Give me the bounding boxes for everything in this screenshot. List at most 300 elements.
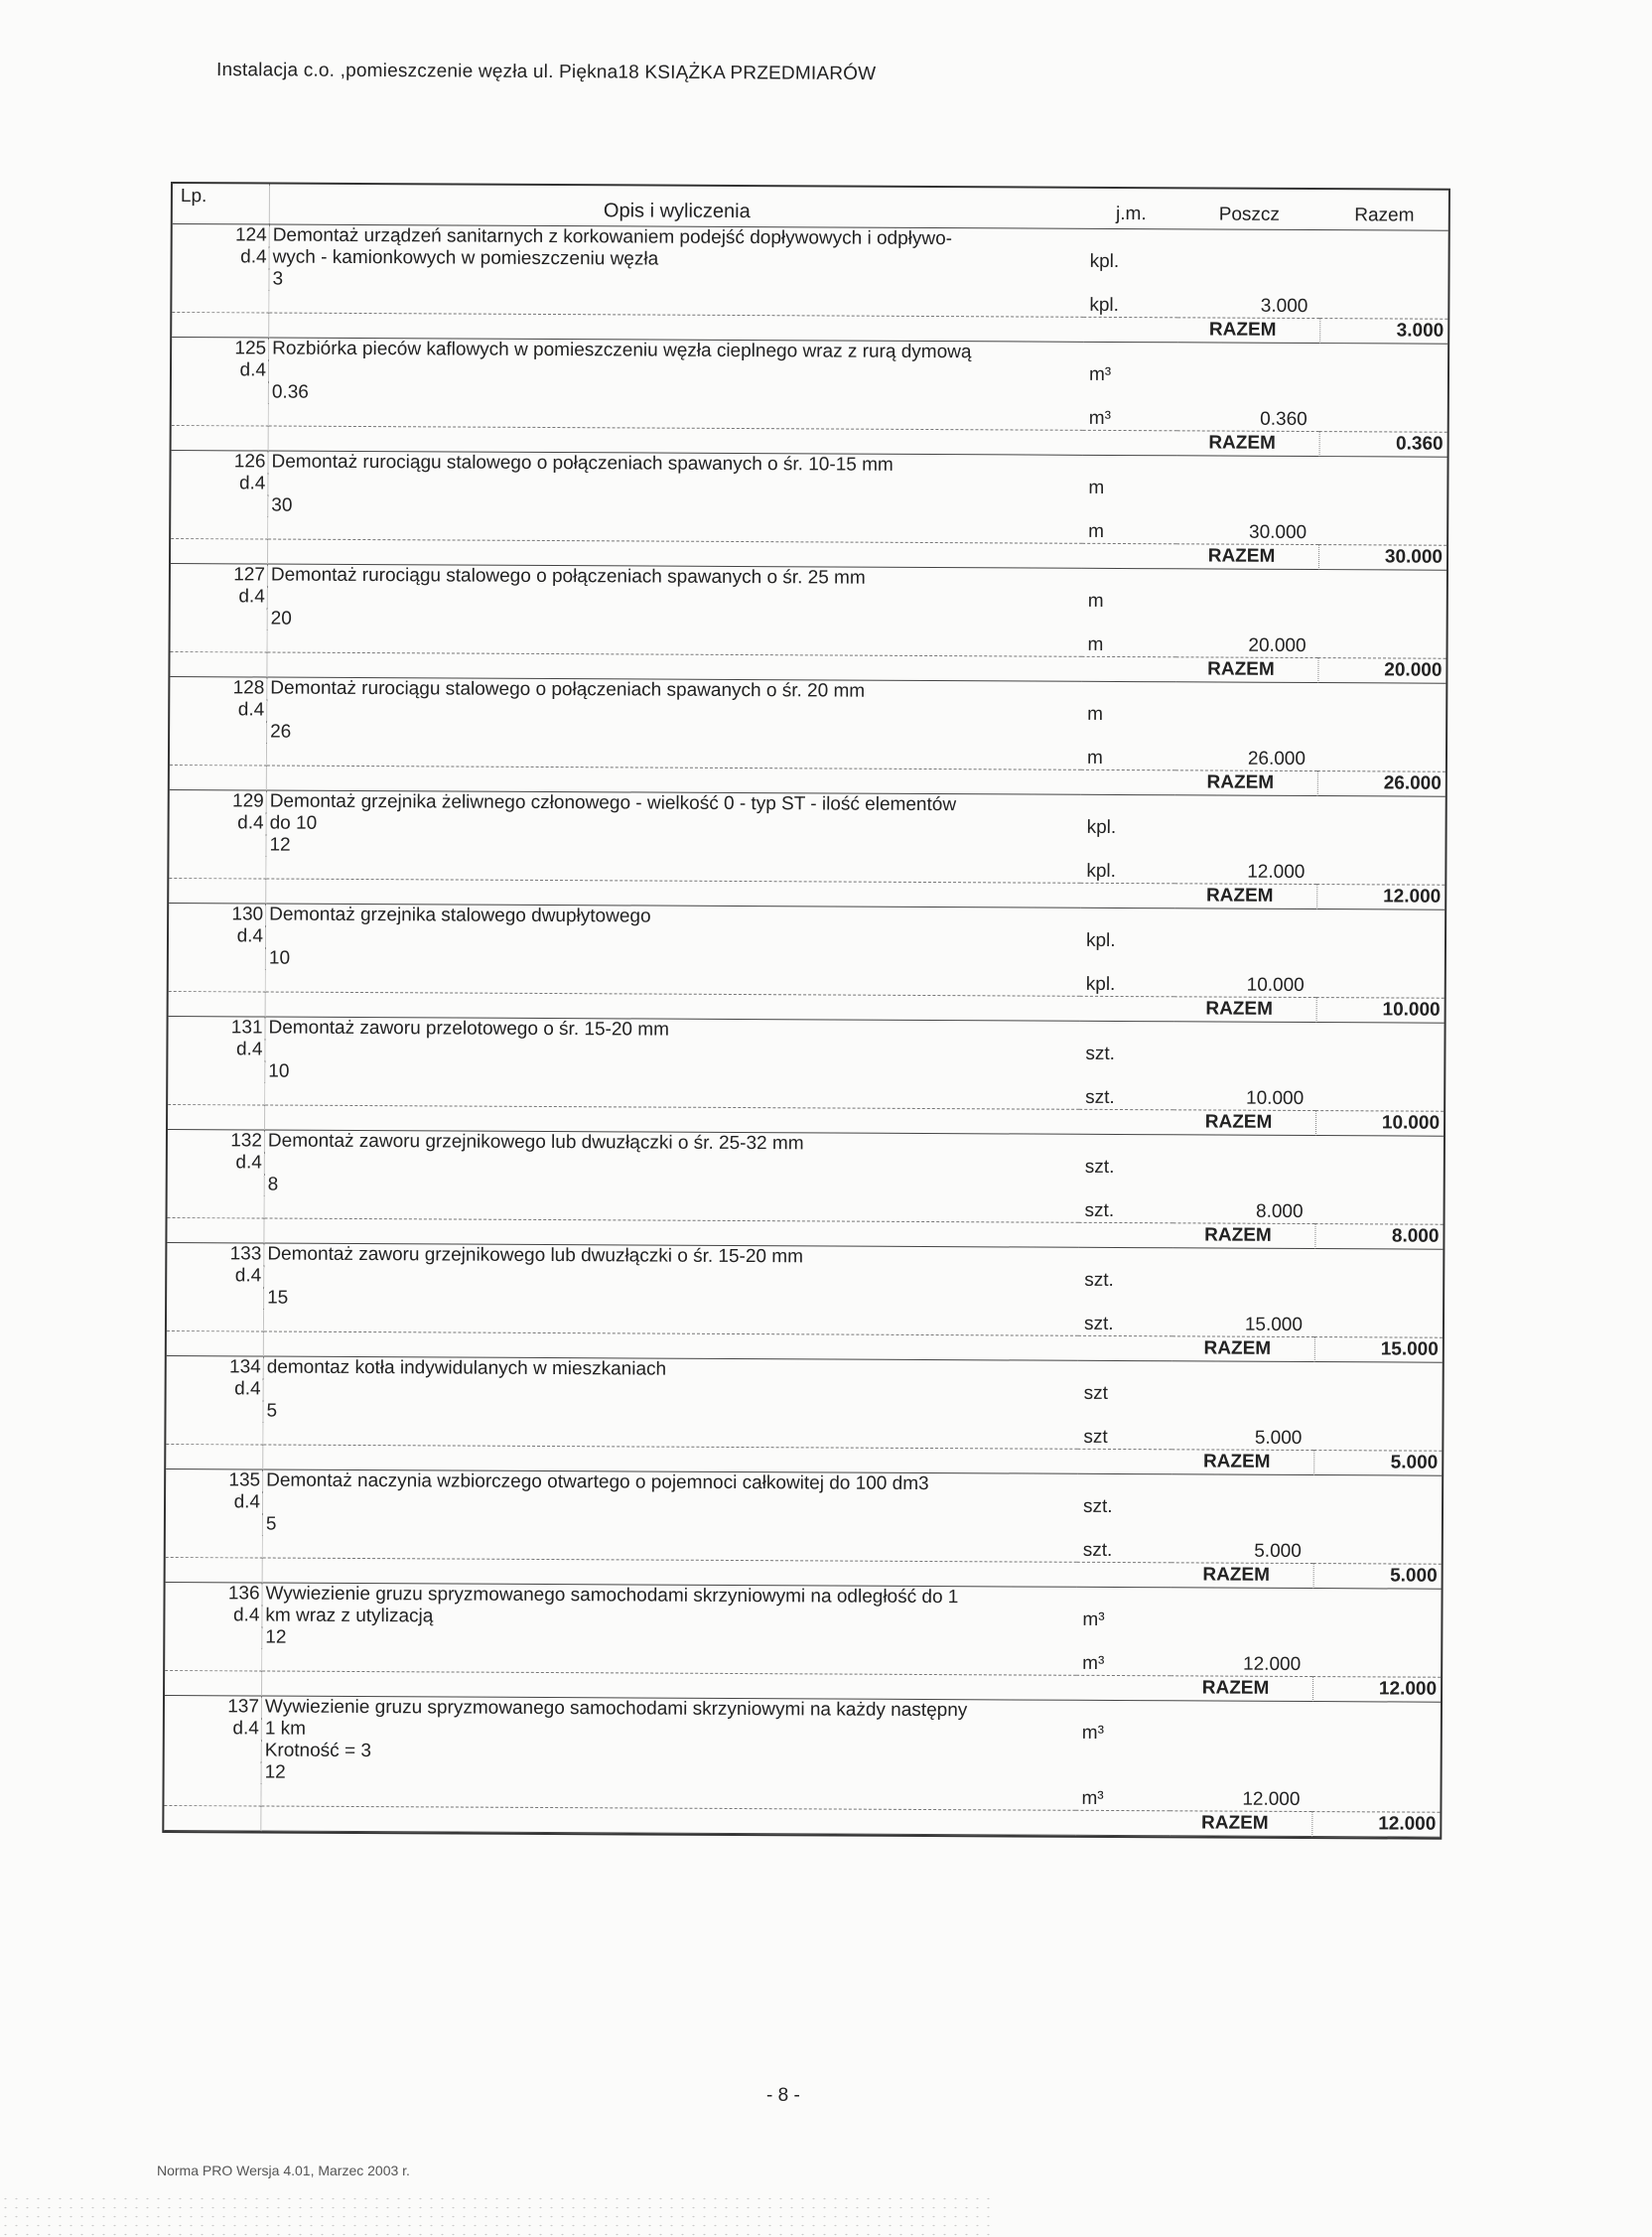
cell xyxy=(168,1195,265,1219)
item-code: d.4 xyxy=(172,359,269,382)
item-description: Demontaż zaworu grzejnikowego lub dwuzłączki o śr. 15-20 mm xyxy=(267,1243,804,1268)
table-row xyxy=(169,904,1445,999)
item-razem: 0.360 xyxy=(1319,432,1447,458)
table-row xyxy=(166,1469,1442,1565)
cell xyxy=(171,629,268,653)
item-code: d.4 xyxy=(168,1152,265,1175)
cell xyxy=(1170,1745,1312,1767)
item-unit: szt. xyxy=(1084,1269,1114,1291)
cell xyxy=(1318,500,1446,523)
cell xyxy=(1173,1179,1315,1201)
item-description: Demontaż grzejnika żeliwnego członowego - wielkość 0 - typ ST - ilość elementów xyxy=(269,790,957,816)
razem-label: RAZEM xyxy=(1175,657,1317,683)
item-razem: 8.000 xyxy=(1314,1224,1443,1250)
table-row xyxy=(168,1017,1444,1112)
cell xyxy=(1173,1135,1315,1158)
cell xyxy=(1170,1723,1312,1746)
cell xyxy=(1174,839,1316,862)
cell xyxy=(1079,1135,1173,1157)
cell xyxy=(1080,884,1174,909)
item-description: Wywiezienie gruzu spryzmowanego samochodami skrzyniowymi na każdy następny xyxy=(264,1696,968,1722)
cell xyxy=(1319,344,1447,366)
item-calculation: 12 xyxy=(264,1761,286,1783)
cell xyxy=(1081,657,1175,682)
page-number: - 8 - xyxy=(766,2085,800,2106)
item-number: 133 xyxy=(167,1243,264,1266)
item-poszcz: 5.000 xyxy=(1171,1427,1313,1451)
cell xyxy=(1174,930,1316,953)
result-unit: m³ xyxy=(1075,1788,1170,1811)
item-poszcz: 5.000 xyxy=(1171,1540,1313,1564)
item-calculation: 30 xyxy=(271,494,293,516)
razem-row xyxy=(164,1806,1440,1838)
cell xyxy=(1318,635,1446,659)
item-code: d.4 xyxy=(165,1605,262,1627)
item-description: Demontaż rurociągu stalowego o połączeniach spawanych o śr. 20 mm xyxy=(270,677,866,702)
cell xyxy=(1176,591,1318,614)
result-unit: m³ xyxy=(1076,1653,1170,1676)
cell xyxy=(1312,1767,1441,1790)
item-poszcz: 8.000 xyxy=(1173,1200,1315,1224)
cell xyxy=(167,1287,264,1310)
cell xyxy=(1174,909,1316,931)
cell xyxy=(1316,862,1445,886)
cell xyxy=(1316,975,1445,999)
item-unit: m³ xyxy=(1082,1608,1105,1630)
cell xyxy=(166,1400,263,1423)
item-unit: m xyxy=(1087,703,1104,725)
item-razem: 3.000 xyxy=(1319,319,1447,345)
footer-software: Norma PRO Wersja 4.01, Marzec 2003 r. xyxy=(157,2163,410,2178)
cell xyxy=(1312,1632,1441,1655)
table-row xyxy=(172,224,1447,320)
cell xyxy=(1314,1293,1443,1316)
cell xyxy=(169,856,266,880)
cell xyxy=(167,1331,264,1357)
cell xyxy=(1079,1110,1173,1135)
cell xyxy=(1076,1745,1170,1766)
cell xyxy=(1083,343,1177,364)
cell xyxy=(172,268,269,291)
cell xyxy=(1313,1541,1442,1565)
cell xyxy=(1083,386,1177,408)
cell xyxy=(1178,251,1320,274)
cell xyxy=(1312,1589,1441,1611)
item-code: d.4 xyxy=(173,246,270,269)
item-poszcz: 0.360 xyxy=(1177,408,1319,432)
cell xyxy=(1316,840,1445,863)
cell xyxy=(1314,1271,1443,1294)
cell xyxy=(1319,387,1447,410)
cell xyxy=(1079,1022,1173,1044)
cell xyxy=(171,494,268,517)
cell xyxy=(1313,1519,1442,1542)
cell xyxy=(1313,1406,1442,1429)
item-unit: m³ xyxy=(1088,363,1112,385)
cell xyxy=(1170,1701,1312,1724)
scan-noise xyxy=(0,2194,993,2237)
table-row xyxy=(167,1243,1443,1338)
result-unit: szt. xyxy=(1079,1200,1173,1223)
cell xyxy=(1316,909,1445,932)
cell xyxy=(1317,727,1446,750)
cell xyxy=(172,381,269,404)
item-unit: szt xyxy=(1083,1382,1108,1404)
cell xyxy=(1171,1518,1313,1541)
item-razem: 12.000 xyxy=(1311,1812,1440,1838)
cell xyxy=(1170,1631,1312,1654)
cell xyxy=(1082,499,1176,521)
razem-label: RAZEM xyxy=(1174,997,1316,1023)
cell xyxy=(1078,1248,1172,1270)
cell xyxy=(1081,726,1175,748)
cell xyxy=(1319,274,1447,297)
cell xyxy=(165,1740,262,1762)
cell xyxy=(1080,839,1174,861)
cell xyxy=(1315,1088,1444,1112)
item-unit: szt. xyxy=(1082,1495,1113,1517)
item-description: Demontaż grzejnika stalowego dwupłytowego xyxy=(269,904,651,927)
item-unit: szt. xyxy=(1085,1043,1116,1064)
cell xyxy=(1312,1724,1441,1747)
table-row xyxy=(171,564,1446,659)
cell xyxy=(1315,1023,1444,1046)
cell xyxy=(1171,1496,1313,1519)
cell xyxy=(170,766,267,791)
item-unit: kpl. xyxy=(1086,816,1117,838)
item-code: d.4 xyxy=(167,1265,264,1288)
cell xyxy=(1175,817,1317,840)
item-razem: 12.000 xyxy=(1316,885,1445,910)
razem-label: RAZEM xyxy=(1172,1336,1314,1362)
item-number: 136 xyxy=(165,1583,262,1606)
table-row xyxy=(165,1583,1441,1678)
result-unit: szt. xyxy=(1077,1540,1171,1563)
cell xyxy=(1178,229,1320,252)
item-poszcz: 15.000 xyxy=(1172,1314,1314,1337)
item-unit: m xyxy=(1088,477,1105,498)
result-unit: szt xyxy=(1077,1427,1171,1450)
cell xyxy=(167,1309,264,1332)
cell xyxy=(1175,704,1317,727)
item-razem: 5.000 xyxy=(1313,1451,1442,1476)
cell xyxy=(1173,1065,1315,1088)
item-razem: 30.000 xyxy=(1318,545,1446,571)
cell xyxy=(170,743,267,767)
cell xyxy=(1177,343,1319,365)
cell xyxy=(165,1671,262,1697)
item-calculation: 3 xyxy=(272,268,284,290)
table-row xyxy=(166,1356,1442,1452)
cell xyxy=(169,947,266,970)
cell xyxy=(1082,456,1176,478)
cell xyxy=(1076,1676,1170,1701)
cell xyxy=(1083,273,1177,295)
cell xyxy=(1081,770,1175,795)
item-description: km wraz z utylizacją xyxy=(265,1605,434,1627)
cell xyxy=(168,1082,265,1106)
item-number: 128 xyxy=(170,677,267,700)
cell xyxy=(172,403,269,427)
cell xyxy=(170,721,267,744)
item-unit: m xyxy=(1087,590,1104,612)
col-poszcz: Poszcz xyxy=(1218,204,1281,225)
cell xyxy=(169,834,266,857)
cell xyxy=(1313,1428,1442,1452)
cell xyxy=(1077,1518,1171,1540)
cell xyxy=(168,1174,265,1196)
cell xyxy=(1078,1292,1172,1314)
cell xyxy=(1083,431,1177,456)
item-description: do 10 xyxy=(269,812,318,834)
item-number: 131 xyxy=(168,1017,265,1040)
cell xyxy=(1318,614,1446,636)
item-description: Demontaż naczynia wzbiorczego otwartego o pojemnoci całkowitej do 100 dm3 xyxy=(266,1469,929,1495)
result-unit: kpl. xyxy=(1080,974,1174,997)
item-number: 126 xyxy=(171,451,268,474)
cell xyxy=(166,1445,263,1470)
cell xyxy=(1177,273,1319,296)
cell xyxy=(1318,479,1446,501)
cell xyxy=(1317,683,1446,706)
cell xyxy=(166,1513,263,1536)
cell xyxy=(1316,931,1445,954)
item-description: Wywiezienie gruzu spryzmowanego samochodami skrzyniowymi na odległość do 1 xyxy=(265,1583,959,1608)
cell xyxy=(1171,1405,1313,1428)
cell xyxy=(1320,230,1448,253)
item-calculation: Krotność = 3 xyxy=(264,1740,371,1762)
cell xyxy=(1173,1022,1315,1045)
item-number: 124 xyxy=(173,224,270,247)
cell xyxy=(164,1806,261,1832)
cell xyxy=(1318,457,1446,480)
cell xyxy=(1314,1362,1443,1385)
item-poszcz: 30.000 xyxy=(1176,521,1318,545)
item-description: 1 km xyxy=(264,1718,307,1740)
cell xyxy=(1317,796,1446,819)
cell xyxy=(1176,569,1318,592)
item-description: demontaz kotła indywidulanych w mieszkaniach xyxy=(266,1356,667,1380)
result-unit: szt. xyxy=(1079,1087,1173,1110)
cell xyxy=(167,1218,264,1244)
cell xyxy=(1172,1292,1314,1315)
cell xyxy=(1315,1066,1444,1089)
item-unit: szt. xyxy=(1084,1156,1115,1178)
item-poszcz: 3.000 xyxy=(1177,295,1319,319)
cell xyxy=(1076,1701,1170,1723)
table-row xyxy=(164,1696,1441,1813)
cell xyxy=(1314,1249,1443,1272)
item-unit: kpl. xyxy=(1085,929,1116,951)
cell xyxy=(1082,569,1176,591)
cell xyxy=(172,290,269,314)
cell xyxy=(1077,1405,1171,1427)
cell xyxy=(261,1807,1075,1836)
cell xyxy=(166,1422,263,1446)
item-poszcz: 20.000 xyxy=(1176,634,1318,658)
item-razem: 20.000 xyxy=(1317,658,1446,684)
bill-of-quantities-table xyxy=(162,182,1450,1840)
cell xyxy=(1080,997,1174,1022)
cell xyxy=(1319,296,1447,320)
cell xyxy=(1320,252,1448,275)
item-number: 134 xyxy=(167,1356,264,1379)
item-calculation: 5 xyxy=(266,1400,278,1422)
item-description: Demontaż urządzeń sanitarnych z korkowaniem podejść dopływowych i odpływo- xyxy=(272,224,953,250)
cell xyxy=(170,652,267,678)
cell xyxy=(169,879,266,905)
item-number: 135 xyxy=(166,1469,263,1492)
item-calculation: 20 xyxy=(270,608,292,629)
cell xyxy=(1171,1474,1313,1497)
cell xyxy=(1313,1475,1442,1498)
table-row xyxy=(171,451,1446,546)
item-number: 125 xyxy=(172,338,269,360)
cell xyxy=(1319,409,1447,433)
cell xyxy=(172,313,269,339)
result-unit: szt. xyxy=(1078,1314,1172,1336)
cell xyxy=(1170,1609,1312,1632)
cell xyxy=(169,969,266,993)
item-poszcz: 12.000 xyxy=(1174,861,1316,885)
cell xyxy=(168,1105,265,1131)
cell xyxy=(1172,1361,1314,1384)
item-code: d.4 xyxy=(171,586,268,609)
cell xyxy=(1076,1766,1170,1788)
item-description: Demontaż zaworu przelotowego o śr. 15-20 mm xyxy=(268,1017,670,1041)
cell xyxy=(1315,1045,1444,1067)
result-unit: m xyxy=(1082,634,1176,657)
cell xyxy=(165,1648,262,1672)
cell xyxy=(1313,1497,1442,1520)
table-row xyxy=(168,1130,1444,1225)
item-number: 129 xyxy=(170,790,267,813)
cell xyxy=(1315,1158,1444,1181)
item-description: Demontaż rurociągu stalowego o połączeniach spawanych o śr. 25 mm xyxy=(270,564,866,589)
cell xyxy=(1076,1588,1170,1609)
item-razem: 10.000 xyxy=(1316,998,1445,1024)
item-poszcz: 12.000 xyxy=(1170,1653,1312,1677)
razem-label: RAZEM xyxy=(1176,544,1318,570)
cell xyxy=(1172,1270,1314,1293)
cell xyxy=(1083,318,1177,343)
item-poszcz: 26.000 xyxy=(1175,748,1317,771)
cell xyxy=(1080,952,1174,974)
cell xyxy=(1317,749,1446,772)
result-unit: m³ xyxy=(1083,408,1177,431)
cell xyxy=(1317,705,1446,728)
item-calculation: 12 xyxy=(265,1626,287,1648)
cell xyxy=(1318,570,1446,593)
razem-label: RAZEM xyxy=(1174,884,1316,909)
item-calculation: 12 xyxy=(269,834,291,856)
cell xyxy=(1082,544,1176,569)
item-poszcz: 10.000 xyxy=(1173,1087,1315,1111)
cell xyxy=(1176,499,1318,522)
razem-label: RAZEM xyxy=(1172,1223,1314,1249)
item-code: d.4 xyxy=(171,473,268,495)
item-unit: kpl. xyxy=(1089,250,1120,273)
cell xyxy=(1173,1044,1315,1066)
item-razem: 12.000 xyxy=(1312,1677,1441,1703)
cell xyxy=(1317,818,1446,841)
cell xyxy=(1081,795,1175,817)
item-razem: 26.000 xyxy=(1317,771,1446,797)
item-code: d.4 xyxy=(170,812,267,835)
cell xyxy=(1174,952,1316,975)
cell xyxy=(168,1060,265,1083)
item-razem: 10.000 xyxy=(1315,1111,1444,1137)
cell xyxy=(166,1558,263,1584)
item-code: d.4 xyxy=(167,1378,264,1401)
item-code: d.4 xyxy=(166,1491,263,1514)
table-row xyxy=(170,677,1446,772)
cell xyxy=(1077,1563,1171,1588)
item-calculation: 10 xyxy=(268,947,291,969)
cell xyxy=(1315,1136,1444,1159)
cell xyxy=(1175,795,1317,818)
razem-label: RAZEM xyxy=(1173,1110,1315,1136)
item-calculation: 5 xyxy=(265,1513,277,1535)
cell xyxy=(165,1761,262,1784)
cell xyxy=(1075,1811,1170,1836)
cell xyxy=(1173,1157,1315,1180)
cell xyxy=(1172,1383,1314,1406)
cell xyxy=(169,992,266,1018)
cell xyxy=(1076,1631,1170,1653)
result-unit: m xyxy=(1082,521,1176,544)
cell xyxy=(1079,1065,1173,1087)
cell xyxy=(1079,1179,1173,1200)
cell xyxy=(1172,1248,1314,1271)
item-number: 137 xyxy=(165,1696,262,1719)
cell xyxy=(1315,1180,1444,1202)
razem-label: RAZEM xyxy=(1175,770,1317,796)
col-opis: Opis i wyliczenia xyxy=(603,200,751,223)
item-razem: 5.000 xyxy=(1313,1564,1442,1590)
col-lp: Lp. xyxy=(173,184,270,224)
cell xyxy=(1077,1474,1171,1496)
item-calculation: 26 xyxy=(270,721,292,743)
cell xyxy=(1318,592,1446,615)
item-code: d.4 xyxy=(168,1039,265,1061)
razem-label: RAZEM xyxy=(1177,431,1319,457)
item-description: Rozbiórka pieców kaflowych w pomieszczeniu węzła cieplnego wraz z rurą dymową xyxy=(272,338,972,363)
item-calculation: 0.36 xyxy=(271,381,309,403)
cell xyxy=(1176,456,1318,479)
cell xyxy=(1175,682,1317,705)
cell xyxy=(1316,953,1445,976)
cell xyxy=(1318,522,1446,546)
cell xyxy=(1078,1336,1172,1361)
cell xyxy=(165,1626,262,1649)
cell xyxy=(171,539,268,565)
item-description: wych - kamionkowych w pomieszczeniu węzła xyxy=(272,246,659,270)
cell xyxy=(164,1783,261,1807)
item-unit: m³ xyxy=(1081,1722,1105,1744)
item-code: d.4 xyxy=(170,699,267,722)
cell xyxy=(1081,682,1175,704)
document-header: Instalacja c.o. ,pomieszczenie węzła ul. Piękna18 KSIĄŻKA PRZEDMIARÓW xyxy=(215,60,877,85)
cell xyxy=(1177,364,1319,387)
razem-label: RAZEM xyxy=(1171,1563,1313,1589)
item-razem: 15.000 xyxy=(1314,1337,1443,1363)
item-code: d.4 xyxy=(169,925,266,948)
cell xyxy=(1314,1384,1443,1407)
cell xyxy=(1176,613,1318,635)
item-poszcz: 12.000 xyxy=(1170,1788,1311,1812)
table-row xyxy=(172,338,1447,433)
